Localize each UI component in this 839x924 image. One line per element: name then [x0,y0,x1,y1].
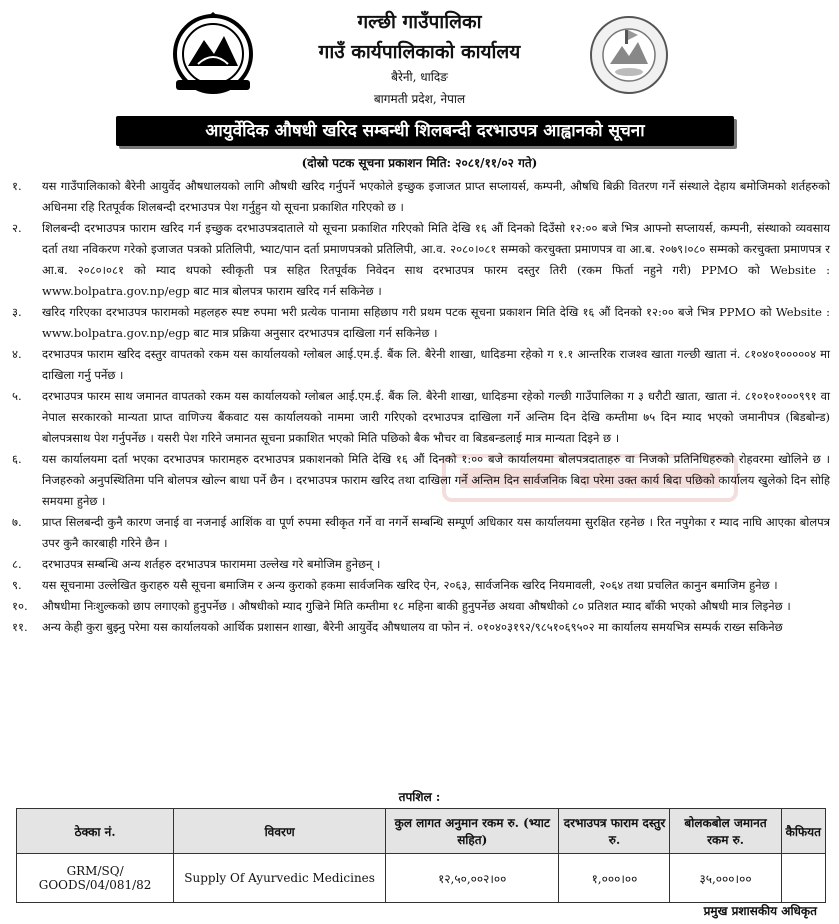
list-item [12,617,830,638]
list-item [12,449,830,512]
item-number: ५. [12,389,22,403]
list-item [12,302,830,344]
item-text: दरभाउपत्र फारम साथ जमानत वापतको रकम यस कार्यालयको ग्लोबल आई.एम.ई. बैंक लि. बैरेनी शाखा, धादिङमा रहेको गल्छी गाउँपालिका ग ३ धरौटी खाता, खाता नं. ८१०१०१०००९९१ वा नेपाल सरकारको मान्यता प्राप्त वाणिज्य बैंकवाट यस कार्यालयको नाममा जारी गरिएको दरभाउपत्र दाखिला गर्ने अन्तिम दिन देखि कम्तीमा ७५ दिन म्याद भएको जमानीपत्र (बिडबोन्ड) बोलपत्रसाथ पेश गर्नुपर्नेछ । यसरी पेश गरिने जमानत सूचना प्रकाशित भएको मिति पछिको बैक भौचर वा बिडबन्डलाई मात्र मान्यता दिइने छ । [42,389,830,445]
table-header-row [17,809,826,854]
item-text: दरभाउपत्र सम्बन्धि अन्य शर्तहरु दरभाउपत्र फाराममा उल्लेख गरे बमोजिम हुनेछन् । [42,557,381,571]
item-text: खरिद गरिएका दरभाउपत्र फारामको महलहरु स्पष्ट रुपमा भरी प्रत्येक पानामा सहिछाप गरी प्रथम पटक सूचना प्रकाशन मिति देखि १६ औं दिनको १२:०० बजे भित्र PPMO को Website : www.bolpatra.gov.np/egp बाट मात्र प्रक्रिया अनुसार दरभाउपत्र दाखिला गर्न सकिनेछ । [42,305,830,340]
cell-remarks [781,854,825,903]
list-item [12,512,830,554]
cell-description: Supply Of Ayurvedic Medicines [174,854,386,903]
cell-cost-estimate: १२,५०,००२।०० [386,854,559,903]
list-item [12,596,830,617]
col-header-contract-no: ठेक्का नं. [17,809,174,854]
col-header-form-fee: दरभाउपत्र फाराम दस्तुर रु. [559,809,670,854]
office-province: बागमती प्रदेश, नेपाल [373,92,466,106]
offer-table [16,808,826,903]
item-text: यस कार्यालयमा दर्ता भएका दरभाउपत्र फारामहरु दरभाउपत्र प्रकाशनको मिति देखि १६ औं दिनको १:०० बजे कार्यालयमा बोलपत्रदाताहरु वा निजको प्रतिनिधिहरुको रोहवरमा खोलिने छ । निजहरुको अनुपस्थितिमा पनि बोलपत्र खोल्न बाधा पर्ने छैन । दरभाउपत्र फाराम खरिद तथा दाखिला गर्ने अन्तिम दिन सार्वजनिक बिदा परेमा उक्त कार्य बिदा पछिको कार्यालय खुलेको दिन सोहि समयमा हुनेछ । [42,452,830,508]
signature-title: प्रमुख प्रशासकीय अधिकृत [703,904,817,918]
cell-form-fee: १,०००।०० [559,854,670,903]
conditions-list [12,176,830,638]
item-number: ४. [12,347,22,361]
item-text: यस सूचनामा उल्लेखित कुराहरु यसै सूचना बमाजिम र अन्य कुराको हकमा सार्वजनिक खरिद ऐन, २०६३, सार्वजनिक खरिद नियमावली, २०६४ तथा प्रचलित कानुन बमाजिम हुनेछ । [42,578,778,592]
list-item [12,218,830,302]
col-header-cost-estimate: कुल लागत अनुमान रकम रु. (भ्याट सहित) [386,809,559,854]
item-number: १०. [12,599,28,613]
table-title: तपशिल : [398,790,441,804]
item-text: दरभाउपत्र फाराम खरिद दस्तुर वापतको रकम यस कार्यालयको ग्लोबल आई.एम.ई. बैंक लि. बैरेनी शाखा, धादिङमा रहेको ग १.१ आन्तरिक राजश्व खाता गल्छी खाता नं. ८१०४०१०००००४ मा दाखिला गर्नु पर्नेछ । [42,347,830,382]
list-item [12,344,830,386]
item-text: शिलबन्दी दरभाउपत्र फाराम खरिद गर्न इच्छुक दरभाउपत्रदाताले यो सूचना प्रकाशित गरिएको मिति देखि १६ औं दिनको दिउँसो १२:०० बजे भित्र आफ्नो सप्लायर्स, कम्पनी, संस्थाको व्यवसाय दर्ता तथा नविकरण गरेको इजाजत पत्रको प्रतिलिपी, भ्याट/पान दर्ता प्रमाणपत्रको प्रतिलिपी, आ.व. २०८०।०८१ सम्मको करचुक्ता प्रमाणपत्र वा आ.ब. २०७९।०८० सम्मको करचुक्ता प्रमाणपत्र र आ.ब. २०८०।०८१ को म्याद थपको स्वीकृती पत्र सहित रितपूर्वक निवेदन साथ दरभाउपत्र फारम दस्तुर तिरी (रकम फिर्ता नहुने गरी) PPMO को Website : www.bolpatra.gov.np/egp बाट मात्र बोलपत्र फाराम खरिद गर्न सकिनेछ । [42,221,830,298]
item-text: औषधीमा निःशुल्कको छाप लगाएको हुनुपर्नेछ । औषधीको म्याद गुज्रिने मिति कम्तीमा १८ महिना बाकी हुनुपर्नेछ अथवा औषधीको ८० प्रतिशत म्याद बाँकी भएको औषधी मात्र लिइनेछ । [42,599,791,613]
item-number: ३. [12,305,22,319]
publish-date: (दोस्रो पटक सूचना प्रकाशन मिति: २०८१/११/०२ गते) [301,156,538,170]
cell-contract-no: GRM/SQ/ GOODS/04/081/82 [17,854,174,903]
item-number: ७. [12,515,22,529]
list-item [12,575,830,596]
item-number: ८. [12,557,22,571]
office-subtitle: गाउँ कार्यपालिकाको कार्यालय [318,41,521,63]
list-item [12,386,830,449]
col-header-description: विवरण [174,809,386,854]
col-header-remarks: कैफियत [781,809,825,854]
municipality-seal-icon [588,14,670,96]
notice-title-banner: आयुर्वेदिक औषधी खरिद सम्बन्धी शिलबन्दी दरभाउपत्र आह्वानको सूचना [116,116,734,146]
item-text: अन्य केही कुरा बुझ्नु परेमा यस कार्यालयको आर्थिक प्रशासन शाखा, बैरेनी आयुर्वेद औषधालय वा फोन नं. ०१०४०३१९२/९८५१०६९५०२ मा कार्यालय समयभित्र सम्पर्क राख्न सकिनेछ [42,620,783,634]
item-number: ६. [12,452,22,466]
item-number: १. [12,179,22,193]
table-row [17,854,826,903]
item-number: २. [12,221,22,235]
office-location: बैरेनी, धादिङ [391,70,448,84]
office-name: गल्छी गाउँपालिका [357,11,482,33]
list-item [12,554,830,575]
item-text: प्राप्त सिलबन्दी कुनै कारण जनाई वा नजनाई आशिंक वा पूर्ण रुपमा स्वीकृत गर्ने वा नगर्ने सम्बन्धि सम्पूर्ण अधिकार यस कार्यालयमा सुरक्षित रहनेछ । रित नपुगेका र म्याद नाघि आएका बोलपत्र उपर कुनै कारबाही गरिने छैन । [42,515,830,550]
cell-bid-security: ३५,०००।०० [670,854,781,903]
item-text: यस गाउँपालिकाको बैरेनी आयुर्वेद औषधालयको लागि औषधी खरिद गर्नुपर्ने भएकोले इच्छुक इजाजत प्राप्त सप्लायर्स, कम्पनी, औषधि बिक्री वितरण गर्ने संस्थाले देहाय बमोजिमको शर्तहरुको अधिनमा रहि रितपूर्वक शिलबन्दी दरभाउपत्र पेश गर्नुहुन यो सूचना प्रकाशित गरिएको छ । [42,179,830,214]
list-item [12,176,830,218]
col-header-bid-security: बोलकबोल जमानत रकम रु. [670,809,781,854]
item-number: ९. [12,578,22,592]
item-number: ११. [12,620,28,634]
